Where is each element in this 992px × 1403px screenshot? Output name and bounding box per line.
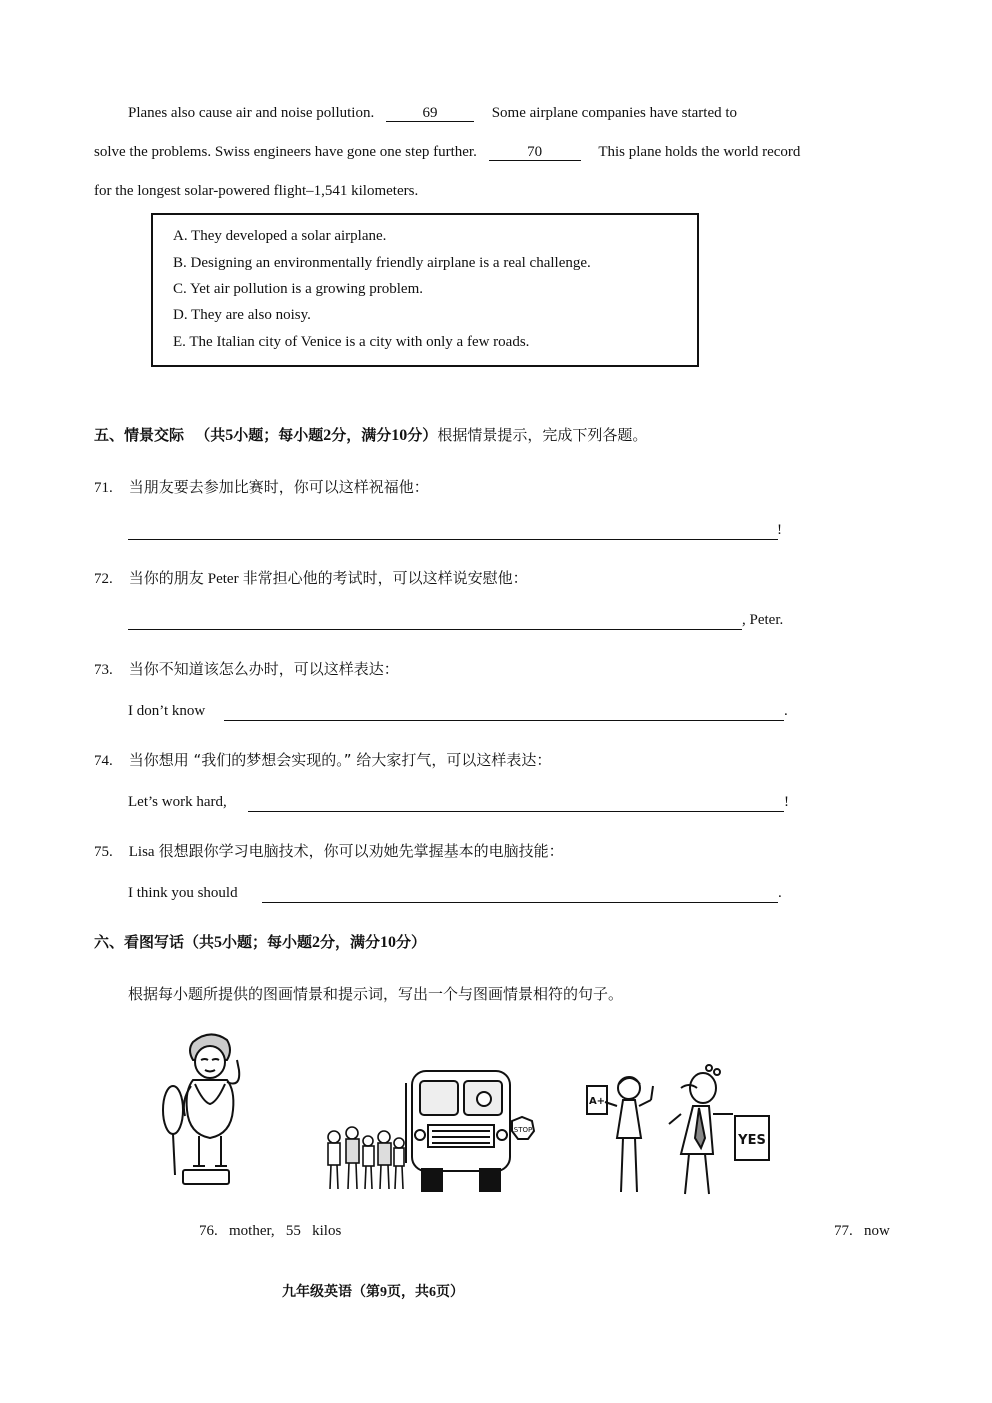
question-75 xyxy=(94,840,564,861)
section-title: 五、情景交际 xyxy=(94,426,185,444)
section-title-part: 分） xyxy=(396,933,427,951)
section-title-part: 分，满分 xyxy=(320,933,381,951)
passage-text: solve the problems. Swiss engineers have gone one step further. xyxy=(94,144,477,160)
section-title-part: 小题；每小题 xyxy=(233,426,324,444)
answer-suffix: , Peter. xyxy=(742,612,784,628)
question-73 xyxy=(94,658,399,679)
footer-text: 页，共 xyxy=(387,1284,429,1300)
answer-line-74[interactable] xyxy=(248,811,784,812)
caption-77: 77. now xyxy=(834,1223,890,1239)
passage-text: Some airplane companies have started to xyxy=(491,105,738,121)
question-count: 5 xyxy=(225,427,234,444)
option-e: E. The Italian city of Venice is a city with only a few roads. xyxy=(173,334,530,350)
option-a: A. They developed a solar airplane. xyxy=(173,228,387,244)
passage-line-3: for the longest solar-powered flight–1,541 kilometers. xyxy=(94,183,419,199)
question-number: 74. xyxy=(94,753,113,769)
section-6-heading xyxy=(94,931,426,952)
option-b: B. Designing an environmentally friendly airplane is a real challenge. xyxy=(173,255,591,271)
question-number: 75. xyxy=(94,844,113,860)
scale-platform-icon xyxy=(183,1170,229,1184)
passage-text: This plane holds the world record xyxy=(598,144,801,160)
footer-text: 九年级英语（第 xyxy=(282,1284,380,1300)
question-prompt: 非常担心他的考试时，可以这样说安慰他： xyxy=(242,569,528,587)
woman-on-scale-illustration xyxy=(155,1030,250,1192)
question-74 xyxy=(94,749,551,770)
section-title-part: 分） xyxy=(407,426,438,444)
school-bus-illustration xyxy=(322,1063,537,1196)
grade-text: A+ xyxy=(588,1096,606,1107)
option-c: C. Yet air pollution is a growing problem. xyxy=(173,281,423,297)
question-prompt: 当朋友要去参加比赛时，你可以这样祝福他： xyxy=(128,478,429,496)
section-title: 六、看图写话（共 xyxy=(94,933,215,951)
answer-suffix: . xyxy=(778,885,782,901)
question-72 xyxy=(94,567,528,588)
stop-sign-text: STOP xyxy=(513,1126,533,1134)
question-prompt: 很想跟你学习电脑技术，你可以劝她先掌握基本的电脑技能： xyxy=(158,842,564,860)
blank-70: 70 xyxy=(489,144,581,161)
option-d: D. They are also noisy. xyxy=(173,307,311,323)
answer-line-72[interactable] xyxy=(128,629,742,630)
section-title-part: （共 xyxy=(195,426,226,444)
answer-line-71[interactable] xyxy=(128,539,778,540)
footer-page-number: 9 xyxy=(380,1285,387,1300)
passage-line-1 xyxy=(128,105,737,122)
answer-line-73[interactable] xyxy=(224,720,784,721)
points-each: 2 xyxy=(323,427,332,444)
answer-prefix: Let’s work hard, xyxy=(128,794,227,810)
section-title-part: 小题；每小题 xyxy=(222,933,313,951)
section-5-heading xyxy=(94,424,647,445)
answer-suffix: ! xyxy=(784,794,789,810)
question-count: 5 xyxy=(214,934,223,951)
question-number: 72. xyxy=(94,571,113,587)
question-71 xyxy=(94,476,429,497)
points-each: 2 xyxy=(312,934,321,951)
yes-sign-text: YES xyxy=(738,1133,766,1148)
section-6-instruction: 根据每小题所提供的图画情景和提示词，写出一个与图画情景相符的句子。 xyxy=(128,985,624,1003)
question-number: 73. xyxy=(94,662,113,678)
question-prompt-name: Peter xyxy=(207,571,239,587)
bus-window-icon xyxy=(420,1081,458,1115)
question-prompt-name: Lisa xyxy=(128,844,155,860)
points-total: 10 xyxy=(391,427,408,444)
answer-suffix: ! xyxy=(777,522,782,538)
question-prompt: 当你不知道该怎么办时，可以这样表达： xyxy=(128,660,399,678)
passage-line-2 xyxy=(94,144,800,161)
test-result-illustration xyxy=(585,1058,775,1200)
footer-page-total: 6 xyxy=(429,1285,436,1300)
points-total: 10 xyxy=(380,934,397,951)
question-prompt: 当你想用 “我们的梦想会实现的。” 给大家打气，可以这样表达： xyxy=(128,751,552,769)
pencil-icon xyxy=(651,1086,653,1100)
section-title-part: 分，满分 xyxy=(331,426,392,444)
question-prompt: 当你的朋友 xyxy=(128,569,204,587)
scale-dial-icon xyxy=(163,1086,183,1134)
question-number: 71. xyxy=(94,480,113,496)
blank-69: 69 xyxy=(386,105,474,122)
section-instruction: 根据情景提示，完成下列各题。 xyxy=(437,426,648,444)
caption-76: 76. mother, 55 kilos xyxy=(199,1223,342,1239)
answer-prefix: I don’t know xyxy=(128,703,206,719)
answer-suffix: . xyxy=(784,703,788,719)
answer-line-75[interactable] xyxy=(262,902,778,903)
answer-prefix: I think you should xyxy=(128,885,238,901)
passage-text: Planes also cause air and noise pollution. xyxy=(128,105,375,121)
options-box xyxy=(151,213,699,367)
footer-text: 页） xyxy=(436,1284,464,1300)
page-footer xyxy=(282,1281,464,1301)
